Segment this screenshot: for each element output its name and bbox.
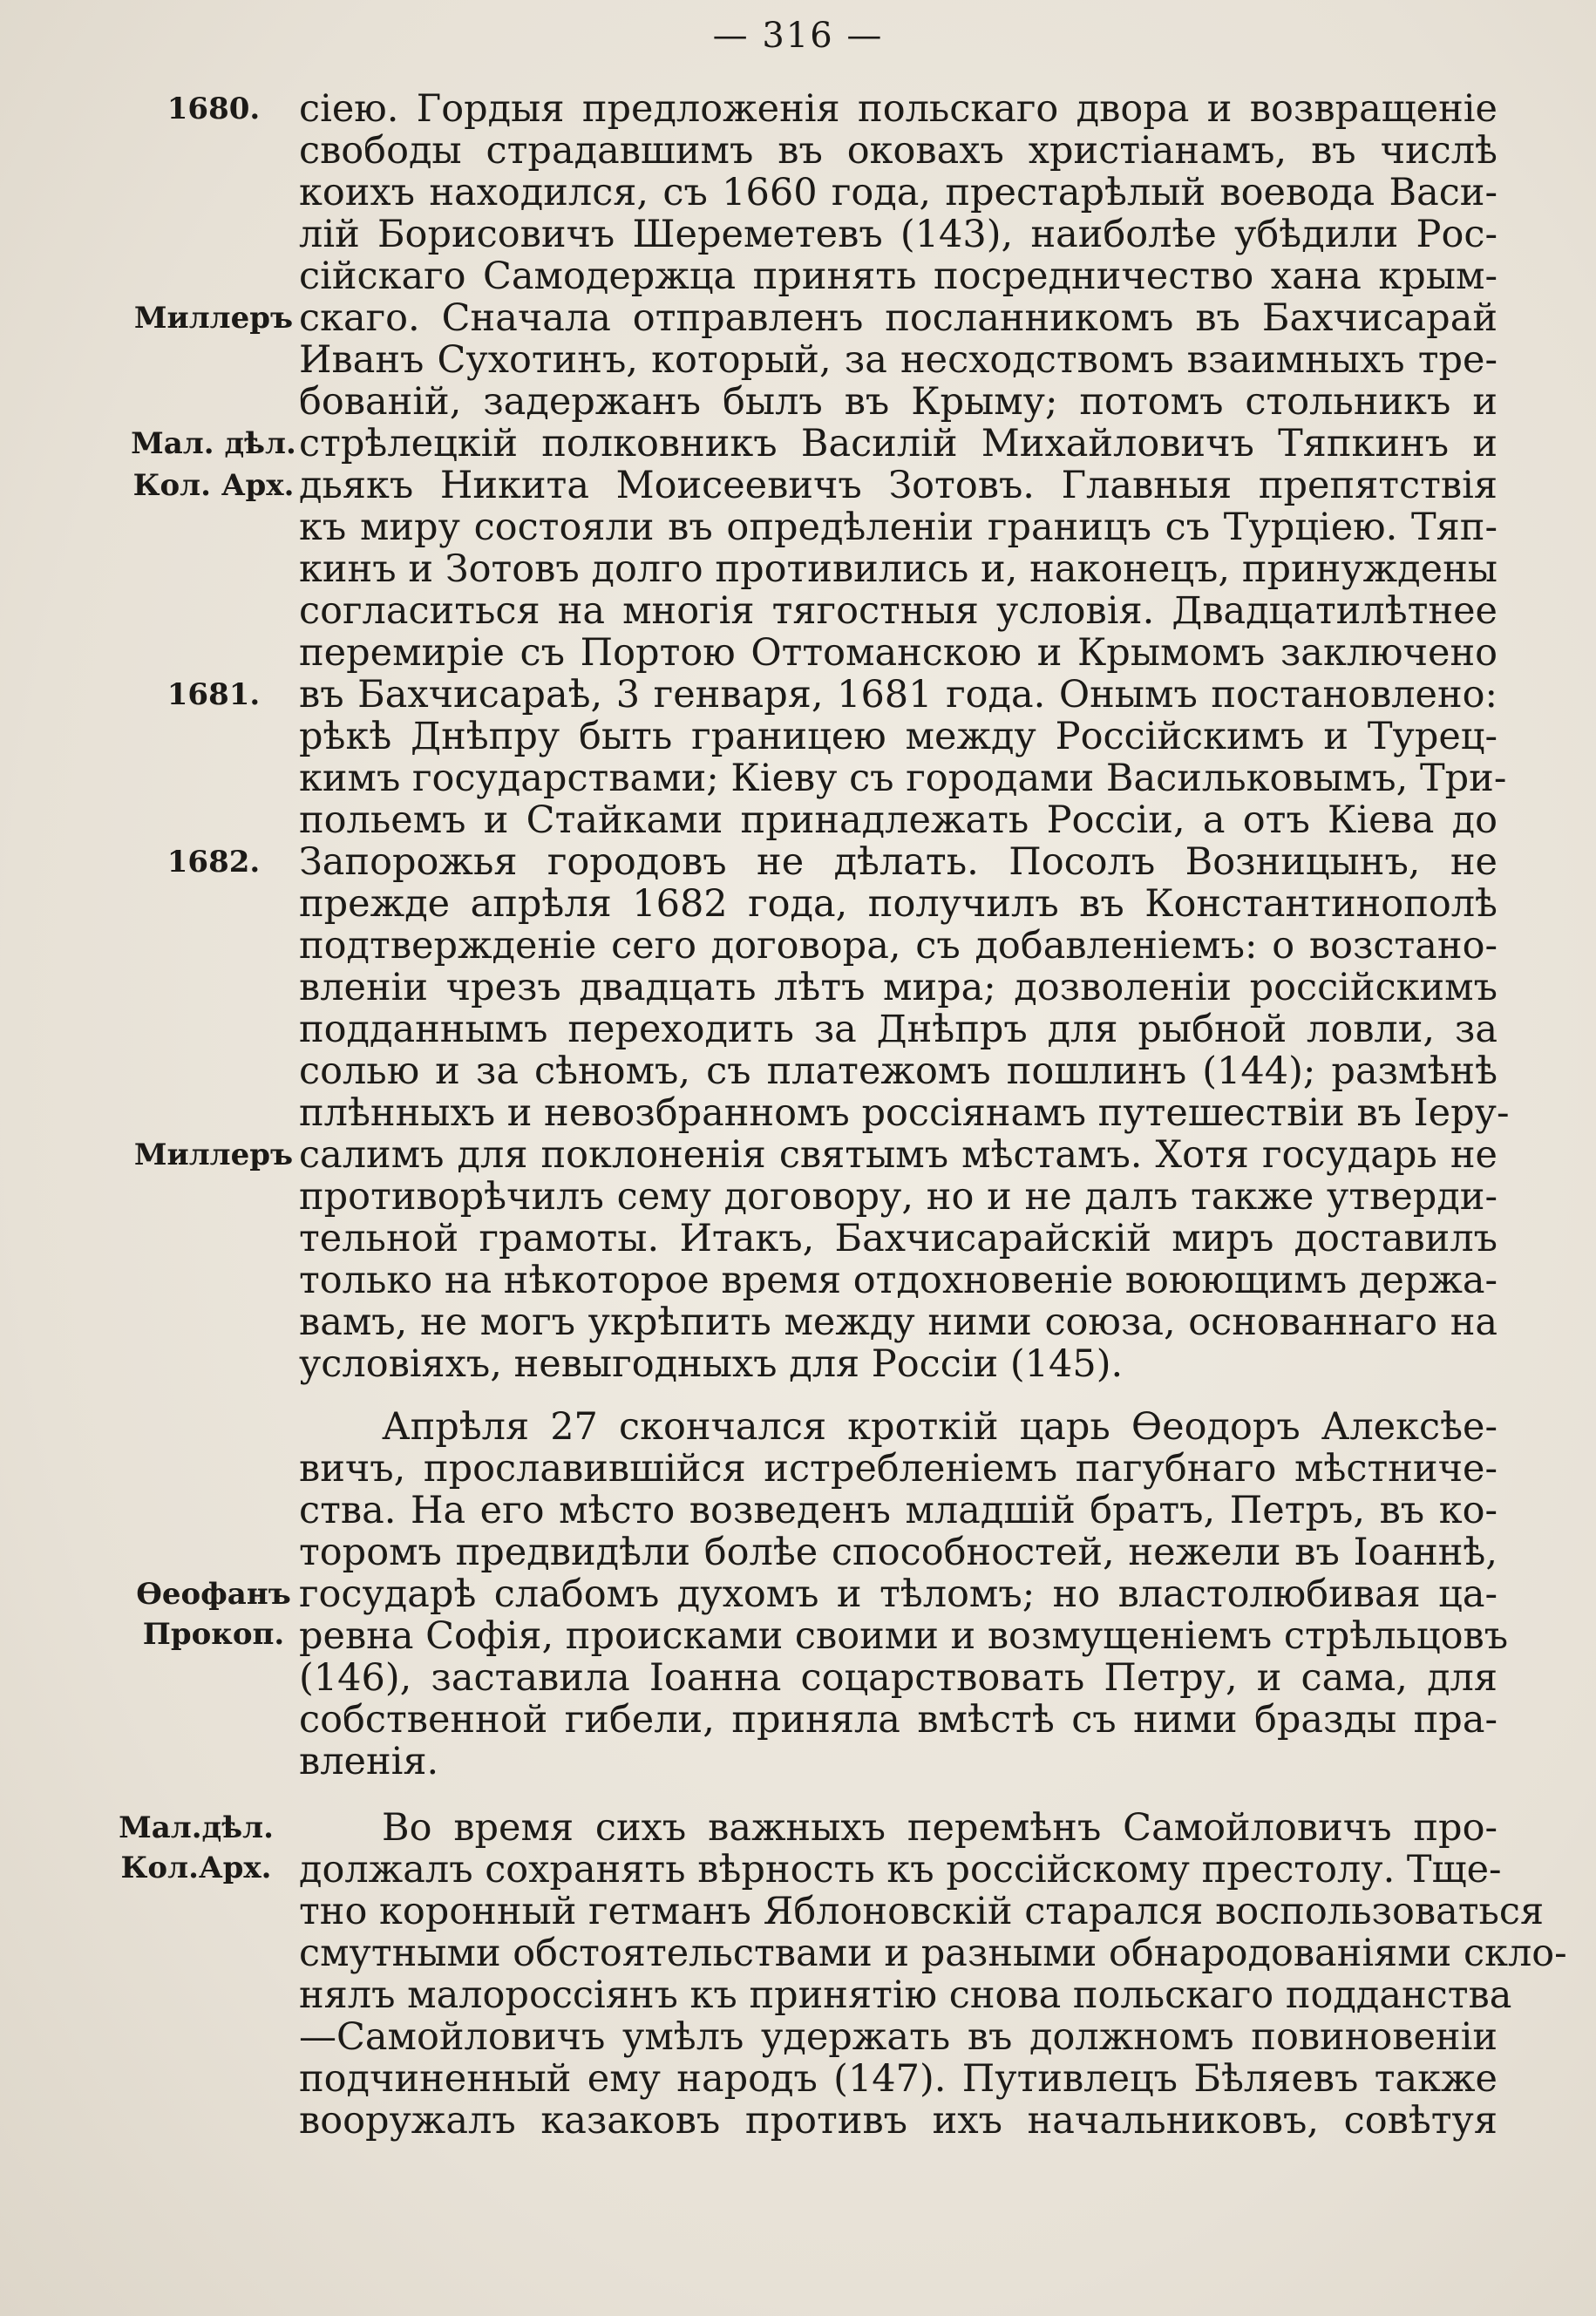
text-line: нялъ малороссіянъ къ принятію снова польскаго подданства [299,1973,1512,2017]
text-line: плѣнныхъ и невозбранномъ россіянамъ путешествіи въ Іеру- [299,1091,1510,1135]
margin-note: Кол. Арх. [132,468,295,503]
margin-note: 1680. [166,92,261,126]
text-line: свободы страдавшимъ въ оковахъ христіанамъ, въ числѣ [299,129,1498,173]
text-line: тельной грамоты. Итакъ, Бахчисарайскій миръ доставилъ [299,1217,1498,1260]
text-line: коихъ находился, съ 1660 года, престарѣлый воевода Васи- [299,171,1498,214]
text-line: къ миру состояли въ опредѣленіи границъ съ Турціею. Тяп- [299,506,1498,549]
margin-note: Мал.дѣл. [119,1810,274,1845]
text-line: Во время сихъ важныхъ перемѣнъ Самойловичъ про- [382,1806,1498,1850]
text-line: ревна Софія, происками своими и возмущеніемъ стрѣльцовъ [299,1614,1509,1658]
margin-note: Миллеръ [133,1138,294,1172]
text-line: кимъ государствами; Кіеву съ городами Васильковымъ, Три- [299,757,1507,800]
text-line: кинъ и Зотовъ долго противились и, наконецъ, принуждены [299,547,1498,591]
text-line: прежде апрѣля 1682 года, получилъ въ Константинополѣ [299,882,1498,926]
text-line: государѣ слабомъ духомъ и тѣломъ; но властолюбивая ца- [299,1572,1498,1616]
text-line: Апрѣля 27 скончался кроткій царь Ѳеодоръ Алексѣе- [382,1405,1498,1449]
text-line: солью и за сѣномъ, съ платежомъ пошлинъ (144); размѣнѣ [299,1049,1498,1093]
text-line: ства. На его мѣсто возведенъ младшій братъ, Петръ, въ ко- [299,1489,1498,1532]
margin-note: 1681. [166,677,261,712]
margin-note: Мал. дѣл. [131,426,296,461]
text-line: подданнымъ переходить за Днѣпръ для рыбной ловли, за [299,1008,1498,1051]
text-line: бованій, задержанъ былъ въ Крыму; потомъ стольникъ и [299,380,1498,424]
text-line: въ Бахчисараѣ, 3 генваря, 1681 года. Онымъ постановлено: [299,673,1498,717]
text-line: перемиріе съ Портою Оттоманскою и Крымомъ заключено [299,631,1498,675]
text-line: должалъ сохранять вѣрность къ россійскому престолу. Тще- [299,1848,1502,1892]
margin-note: 1682. [166,845,261,880]
margin-note: Ѳеофанъ [136,1577,291,1612]
page-number-header: — 316 — [712,16,884,56]
text-line: салимъ для поклоненія святымъ мѣстамъ. Хотя государь не [299,1133,1498,1177]
margin-note: Миллеръ [133,301,294,336]
text-line: подчиненный ему народъ (147). Путивлецъ Бѣляевъ также [299,2057,1498,2101]
text-line: лій Борисовичъ Шереметевъ (143), наиболѣе убѣдили Рос- [299,213,1498,256]
text-line: только на нѣкоторое время отдохновеніе воюющимъ держа- [299,1259,1498,1302]
text-line: вооружалъ казаковъ противъ ихъ начальниковъ, совѣтуя [299,2099,1498,2143]
text-line: подтвержденіе сего договора, съ добавленіемъ: о возстано- [299,924,1498,968]
margin-note: Прокоп. [142,1617,285,1652]
text-line: вамъ, не могъ укрѣпить между ними союза, основаннаго на [299,1301,1498,1344]
text-line: польемъ и Стайками принадлежать Россіи, а отъ Кіева до [299,798,1498,842]
margin-note: Кол.Арх. [120,1851,272,1885]
text-line: рѣкѣ Днѣпру быть границею между Россійскимъ и Турец- [299,715,1498,758]
text-line: смутными обстоятельствами и разными обнародованіями скло- [299,1932,1567,1975]
text-line: Иванъ Сухотинъ, который, за несходствомъ взаимныхъ тре- [299,338,1498,382]
text-line: сійскаго Самодержца принять посредничество хана крым- [299,255,1498,298]
text-line: дьякъ Никита Моисеевичъ Зотовъ. Главныя препятствія [299,464,1498,507]
text-line: согласиться на многія тягостныя условія. Двадцатилѣтнее [299,589,1498,633]
text-line: стрѣлецкій полковникъ Василій Михайловичъ Тяпкинъ и [299,422,1498,465]
text-line: (146), заставила Іоанна соцарствовать Петру, и сама, для [299,1656,1498,1700]
text-line: торомъ предвидѣли болѣе способностей, нежели въ Іоаннѣ, [299,1531,1498,1574]
text-line: тно коронный гетманъ Яблоновскій старался воспользоваться [299,1890,1545,1933]
text-line: вичъ, прославившійся истребленіемъ пагубнаго мѣстниче- [299,1447,1498,1491]
text-line: —Самойловичъ умѣлъ удержать въ должномъ повиновеніи [299,2015,1498,2059]
text-line: условіяхъ, невыгодныхъ для Россіи (145). [299,1342,1124,1386]
text-line: противорѣчилъ сему договору, но и не далъ также утверди- [299,1175,1498,1219]
text-line: скаго. Сначала отправленъ посланникомъ въ Бахчисарай [299,296,1498,340]
text-line: вленія. [299,1740,439,1783]
text-line: сіею. Гордыя предложенія польскаго двора и возвращеніе [299,87,1498,131]
text-line: вленіи чрезъ двадцать лѣтъ мира; дозволеніи россійскимъ [299,966,1498,1009]
text-line: Запорожья городовъ не дѣлать. Посолъ Возницынъ, не [299,840,1498,884]
text-line: собственной гибели, приняла вмѣстѣ съ ними бразды пра- [299,1698,1498,1742]
